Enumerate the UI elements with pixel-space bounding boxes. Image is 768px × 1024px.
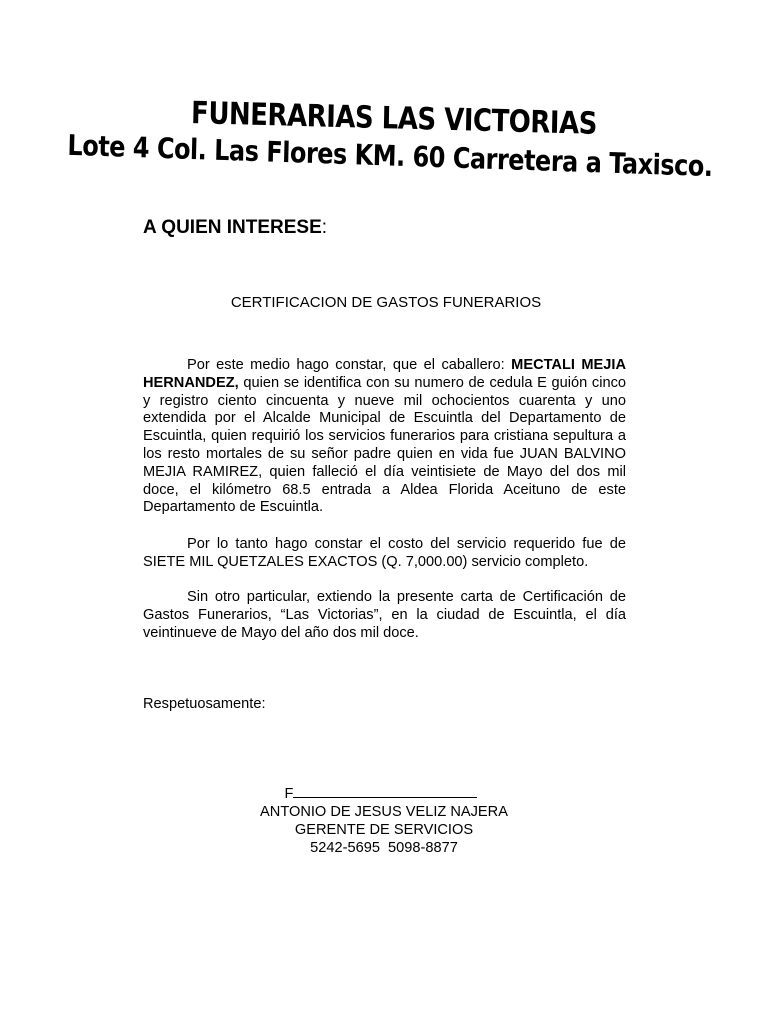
paragraph-1-intro: Por este medio hago constar, que el caballero: bbox=[187, 357, 512, 373]
salutation bbox=[143, 217, 327, 239]
paragraph-closing-statement bbox=[143, 589, 626, 642]
signature-block bbox=[0, 785, 768, 857]
paragraph-1-rest: quien se identifica con su numero de cedula E guión cinco y registro ciento cincuenta y nueve mil ochocientos cuarenta y uno extendida por el Alcalde Municipal de Escuintla del Departamento de Escuintla, quien requirió los servicios funerarios para cristiana sepultura a los resto mortales de su señor padre quien en vida fue JUAN BALVINO MEJIA RAMIREZ, quien falleció el día veintisiete de Mayo del dos mil doce, el kilómetro 68.5 entrada a Aldea Florida Aceituno de este Departamento de Escuintla. bbox=[143, 374, 626, 516]
paragraph-2-text: Por lo tanto hago constar el costo del servicio requerido fue de SIETE MIL QUETZALES EXACTOS (Q. 7,000.00) servicio completo. bbox=[143, 536, 626, 570]
signature-prefix: F bbox=[284, 786, 294, 802]
client-name: MECTALI MEJIA HERNANDEZ, bbox=[143, 357, 626, 391]
signer-position: GERENTE DE SERVICIOS bbox=[294, 822, 474, 838]
paragraph-certification bbox=[143, 357, 626, 517]
document-title: CERTIFICACION DE GASTOS FUNERARIOS bbox=[230, 294, 542, 311]
paragraph-cost bbox=[143, 536, 626, 572]
paragraph-3-text: Sin otro particular, extiendo la presente carta de Certificación de Gastos Funerarios, “Las Victorias”, en la ciudad de Escuintla, el día veintinueve de Mayo del año dos mil doce. bbox=[143, 589, 626, 641]
signature-rule bbox=[293, 785, 477, 798]
closing-salutation: Respetuosamente: bbox=[143, 696, 266, 712]
signature-line bbox=[285, 785, 478, 803]
signer-phones: 5242-5695 5098-8877 bbox=[310, 840, 458, 856]
salutation-colon: : bbox=[321, 217, 328, 238]
salutation-text: A QUIEN INTERESE bbox=[143, 217, 322, 238]
company-name: FUNERARIAS LAS VICTORIAS bbox=[190, 95, 598, 143]
signer-name: ANTONIO DE JESUS VELIZ NAJERA bbox=[260, 804, 508, 820]
company-address: Lote 4 Col. Las Flores KM. 60 Carretera a Taxisco. bbox=[67, 128, 713, 184]
